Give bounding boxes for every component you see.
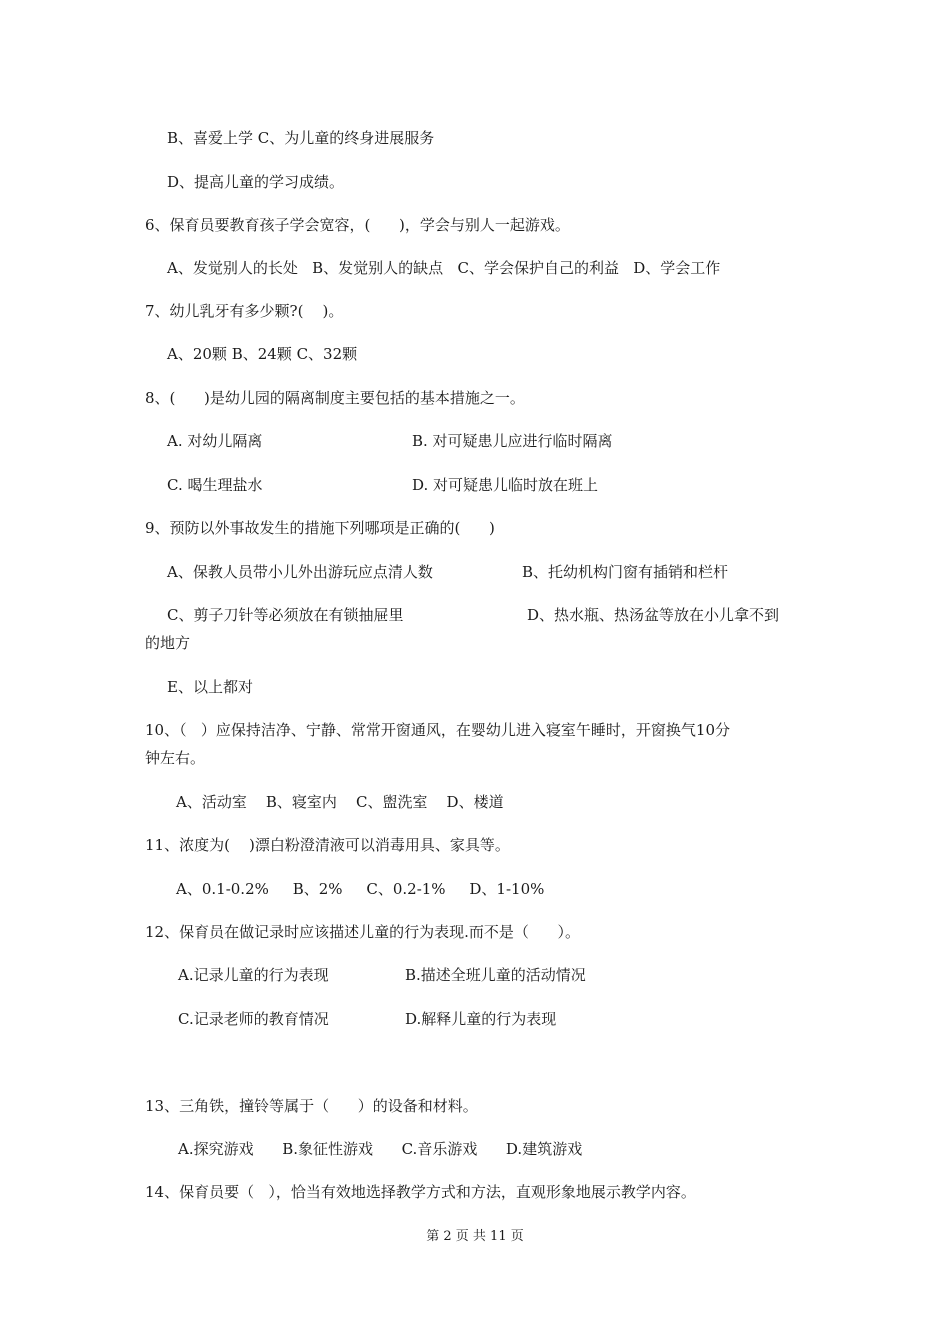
question-6: 6、保育员要教育孩子学会宽容，( )，学会与别人一起游戏。 xyxy=(145,216,570,234)
question-8-option-d: D. 对可疑患儿临时放在班上 xyxy=(412,476,599,494)
question-10-cont: 钟左右。 xyxy=(145,749,206,767)
question-9-option-b: B、托幼机构门窗有插销和栏杆 xyxy=(522,563,729,581)
question-8-option-b: B. 对可疑患儿应进行临时隔离 xyxy=(412,432,613,450)
question-9-option-a: A、保教人员带小儿外出游玩应点清人数 xyxy=(167,563,433,581)
option-line: D、提高儿童的学习成绩。 xyxy=(167,173,345,191)
question-11-options: A、0.1-0.2% B、2% C、0.2-1% D、1-10% xyxy=(176,880,545,898)
page-footer: 第 2 页 共 11 页 xyxy=(426,1229,524,1244)
question-8: 8、( )是幼儿园的隔离制度主要包括的基本措施之一。 xyxy=(145,389,525,407)
question-12-option-c: C.记录老师的教育情况 xyxy=(178,1010,329,1028)
question-12: 12、保育员在做记录时应该描述儿童的行为表现.而不是（ ）。 xyxy=(145,923,580,941)
question-12-option-b: B.描述全班儿童的活动情况 xyxy=(405,966,586,984)
option-line: B、喜爱上学 C、为儿童的终身进展服务 xyxy=(167,129,435,147)
question-10-options: A、活动室 B、寝室内 C、盥洗室 D、楼道 xyxy=(176,793,504,811)
question-7: 7、幼儿乳牙有多少颗?( )。 xyxy=(145,302,344,320)
question-9-option-d-cont: 的地方 xyxy=(145,634,191,652)
question-8-option-c: C. 喝生理盐水 xyxy=(167,476,263,494)
question-13: 13、三角铁，撞铃等属于（ ）的设备和材料。 xyxy=(145,1097,478,1115)
question-9-option-c: C、剪子刀针等必须放在有锁抽屉里 xyxy=(167,606,404,624)
question-12-option-a: A.记录儿童的行为表现 xyxy=(178,966,329,984)
question-6-options: A、发觉别人的长处 B、发觉别人的缺点 C、学会保护自己的利益 D、学会工作 xyxy=(167,259,721,277)
question-8-option-a: A. 对幼儿隔离 xyxy=(167,432,263,450)
question-11: 11、浓度为( )漂白粉澄清液可以消毒用具、家具等。 xyxy=(145,836,510,854)
question-13-options: A.探究游戏 B.象征性游戏 C.音乐游戏 D.建筑游戏 xyxy=(178,1140,583,1158)
question-9: 9、预防以外事故发生的措施下列哪项是正确的( ) xyxy=(145,519,495,537)
question-10: 10、（ ）应保持洁净、宁静、常常开窗通风，在婴幼儿进入寝室午睡时，开窗换气10分 xyxy=(145,721,730,739)
question-14: 14、保育员要（ ），恰当有效地选择教学方式和方法，直观形象地展示教学内容。 xyxy=(145,1183,696,1201)
question-7-options: A、20颗 B、24颗 C、32颗 xyxy=(167,345,358,363)
question-12-option-d: D.解释儿童的行为表现 xyxy=(405,1010,557,1028)
question-9-option-e: E、以上都对 xyxy=(167,678,253,696)
question-9-option-d: D、热水瓶、热汤盆等放在小儿拿不到 xyxy=(527,606,780,624)
